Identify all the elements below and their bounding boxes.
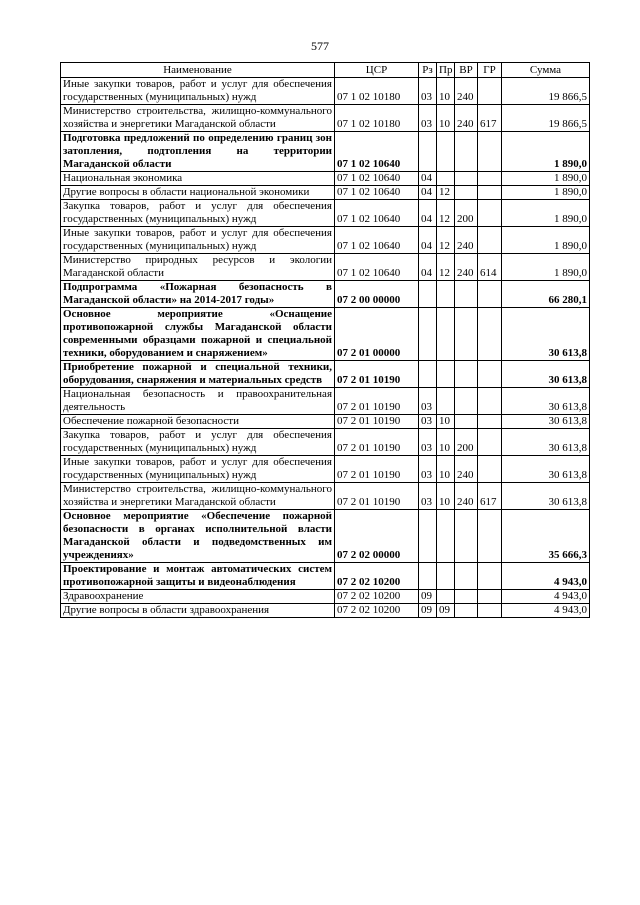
cell-csr: 07 2 00 00000 — [335, 281, 419, 308]
cell-csr: 07 2 02 10200 — [335, 604, 419, 618]
cell-vr: 240 — [455, 254, 478, 281]
cell-pr: 12 — [437, 186, 455, 200]
cell-pr — [437, 308, 455, 361]
cell-gr — [478, 132, 502, 172]
cell-rz: 03 — [419, 483, 437, 510]
cell-csr: 07 1 02 10640 — [335, 254, 419, 281]
table-row — [61, 456, 590, 483]
cell-name: Подготовка предложений по определению границ зон затопления, подтопления на территории Магаданской области — [61, 132, 335, 172]
cell-name: Другие вопросы в области национальной экономики — [61, 186, 335, 200]
cell-gr — [478, 415, 502, 429]
cell-name: Другие вопросы в области здравоохранения — [61, 604, 335, 618]
header-sum: Сумма — [502, 63, 590, 78]
cell-csr: 07 2 01 10190 — [335, 388, 419, 415]
cell-pr: 12 — [437, 227, 455, 254]
cell-sum: 1 890,0 — [502, 227, 590, 254]
cell-vr: 240 — [455, 105, 478, 132]
cell-gr — [478, 186, 502, 200]
table-row — [61, 186, 590, 200]
cell-vr — [455, 186, 478, 200]
cell-rz: 03 — [419, 429, 437, 456]
cell-sum: 1 890,0 — [502, 254, 590, 281]
table-row — [61, 105, 590, 132]
table-row — [61, 361, 590, 388]
cell-sum: 35 666,3 — [502, 510, 590, 563]
cell-gr — [478, 78, 502, 105]
cell-name: Министерство природных ресурсов и экологии Магаданской области — [61, 254, 335, 281]
cell-vr — [455, 590, 478, 604]
cell-rz: 04 — [419, 172, 437, 186]
cell-vr — [455, 415, 478, 429]
cell-rz: 03 — [419, 105, 437, 132]
cell-csr: 07 1 02 10640 — [335, 227, 419, 254]
cell-sum: 66 280,1 — [502, 281, 590, 308]
cell-name: Подпрограмма «Пожарная безопасность в Магаданской области» на 2014-2017 годы» — [61, 281, 335, 308]
cell-rz: 09 — [419, 590, 437, 604]
cell-rz: 09 — [419, 604, 437, 618]
cell-gr — [478, 590, 502, 604]
header-rz: Рз — [419, 63, 437, 78]
cell-vr — [455, 388, 478, 415]
cell-gr — [478, 563, 502, 590]
cell-gr — [478, 429, 502, 456]
table-row — [61, 254, 590, 281]
cell-name: Закупка товаров, работ и услуг для обеспечения государственных (муниципальных) нужд — [61, 200, 335, 227]
cell-pr: 10 — [437, 105, 455, 132]
page-number: 577 — [311, 39, 329, 53]
cell-pr: 12 — [437, 254, 455, 281]
cell-pr — [437, 132, 455, 172]
cell-rz: 03 — [419, 388, 437, 415]
cell-gr — [478, 227, 502, 254]
cell-gr — [478, 510, 502, 563]
header-csr: ЦСР — [335, 63, 419, 78]
cell-sum: 30 613,8 — [502, 415, 590, 429]
cell-sum: 19 866,5 — [502, 105, 590, 132]
cell-rz: 04 — [419, 186, 437, 200]
cell-rz: 04 — [419, 254, 437, 281]
cell-csr: 07 2 01 10190 — [335, 456, 419, 483]
cell-vr — [455, 361, 478, 388]
cell-name: Иные закупки товаров, работ и услуг для обеспечения государственных (муниципальных) нужд — [61, 227, 335, 254]
cell-csr: 07 2 02 10200 — [335, 590, 419, 604]
table-row — [61, 415, 590, 429]
cell-vr — [455, 281, 478, 308]
cell-vr — [455, 132, 478, 172]
cell-rz — [419, 361, 437, 388]
table-row — [61, 429, 590, 456]
cell-gr — [478, 388, 502, 415]
cell-name: Иные закупки товаров, работ и услуг для обеспечения государственных (муниципальных) нужд — [61, 456, 335, 483]
cell-rz — [419, 281, 437, 308]
cell-csr: 07 1 02 10640 — [335, 200, 419, 227]
cell-gr — [478, 308, 502, 361]
cell-rz: 03 — [419, 78, 437, 105]
table-header-row — [61, 63, 590, 78]
header-vr: ВР — [455, 63, 478, 78]
cell-rz — [419, 308, 437, 361]
cell-pr — [437, 590, 455, 604]
cell-name: Основное мероприятие «Оснащение противопожарной службы Магаданской области современными образцами пожарной и специальной техники, оборудованием и снаряжением» — [61, 308, 335, 361]
cell-pr: 10 — [437, 78, 455, 105]
cell-csr: 07 2 01 10190 — [335, 429, 419, 456]
table-row — [61, 281, 590, 308]
cell-pr: 10 — [437, 483, 455, 510]
cell-sum: 30 613,8 — [502, 456, 590, 483]
cell-vr: 240 — [455, 483, 478, 510]
cell-name: Здравоохранение — [61, 590, 335, 604]
cell-name: Министерство строительства, жилищно-коммунального хозяйства и энергетики Магаданской области — [61, 105, 335, 132]
cell-sum: 1 890,0 — [502, 200, 590, 227]
cell-csr: 07 1 02 10180 — [335, 78, 419, 105]
cell-csr: 07 2 01 10190 — [335, 415, 419, 429]
cell-name: Иные закупки товаров, работ и услуг для обеспечения государственных (муниципальных) нужд — [61, 78, 335, 105]
header-pr: Пр — [437, 63, 455, 78]
cell-name: Проектирование и монтаж автоматических систем противопожарной защиты и видеонаблюдения — [61, 563, 335, 590]
cell-sum: 30 613,8 — [502, 308, 590, 361]
cell-sum: 1 890,0 — [502, 172, 590, 186]
cell-vr — [455, 172, 478, 186]
cell-name: Национальная экономика — [61, 172, 335, 186]
cell-gr: 617 — [478, 483, 502, 510]
cell-csr: 07 2 01 10190 — [335, 483, 419, 510]
table-row — [61, 510, 590, 563]
cell-vr: 200 — [455, 200, 478, 227]
cell-rz — [419, 563, 437, 590]
table-row — [61, 388, 590, 415]
cell-rz — [419, 132, 437, 172]
cell-vr: 240 — [455, 78, 478, 105]
cell-csr: 07 2 02 00000 — [335, 510, 419, 563]
cell-pr — [437, 563, 455, 590]
table-row — [61, 172, 590, 186]
table-row — [61, 563, 590, 590]
table-row — [61, 227, 590, 254]
cell-csr: 07 1 02 10640 — [335, 186, 419, 200]
cell-pr — [437, 510, 455, 563]
cell-sum: 30 613,8 — [502, 483, 590, 510]
cell-csr: 07 1 02 10180 — [335, 105, 419, 132]
cell-gr — [478, 361, 502, 388]
cell-name: Обеспечение пожарной безопасности — [61, 415, 335, 429]
cell-sum: 30 613,8 — [502, 388, 590, 415]
cell-sum: 1 890,0 — [502, 132, 590, 172]
cell-name: Закупка товаров, работ и услуг для обеспечения государственных (муниципальных) нужд — [61, 429, 335, 456]
cell-name: Министерство строительства, жилищно-коммунального хозяйства и энергетики Магаданской области — [61, 483, 335, 510]
table-row — [61, 200, 590, 227]
cell-vr: 200 — [455, 429, 478, 456]
cell-sum: 30 613,8 — [502, 361, 590, 388]
cell-pr: 12 — [437, 200, 455, 227]
cell-gr — [478, 604, 502, 618]
table-row — [61, 590, 590, 604]
cell-vr — [455, 604, 478, 618]
cell-vr: 240 — [455, 456, 478, 483]
cell-pr — [437, 172, 455, 186]
cell-rz: 03 — [419, 415, 437, 429]
header-name: Наименование — [61, 63, 335, 78]
cell-name: Основное мероприятие «Обеспечение пожарной безопасности в органах исполнительной власти Магаданской области и подведомственных им учреждениях» — [61, 510, 335, 563]
table-row — [61, 604, 590, 618]
cell-csr: 07 2 01 00000 — [335, 308, 419, 361]
cell-name: Национальная безопасность и правоохранительная деятельность — [61, 388, 335, 415]
cell-vr — [455, 563, 478, 590]
cell-sum: 19 866,5 — [502, 78, 590, 105]
cell-rz — [419, 510, 437, 563]
cell-gr — [478, 281, 502, 308]
cell-pr — [437, 281, 455, 308]
cell-vr: 240 — [455, 227, 478, 254]
cell-gr — [478, 456, 502, 483]
cell-pr: 10 — [437, 429, 455, 456]
cell-name: Приобретение пожарной и специальной техники, оборудования, снаряжения и материальных средств — [61, 361, 335, 388]
cell-gr — [478, 172, 502, 186]
cell-gr: 614 — [478, 254, 502, 281]
cell-csr: 07 2 02 10200 — [335, 563, 419, 590]
cell-sum: 1 890,0 — [502, 186, 590, 200]
header-gr: ГР — [478, 63, 502, 78]
cell-vr — [455, 308, 478, 361]
cell-csr: 07 2 01 10190 — [335, 361, 419, 388]
cell-gr — [478, 200, 502, 227]
cell-sum: 4 943,0 — [502, 604, 590, 618]
cell-pr: 10 — [437, 456, 455, 483]
cell-csr: 07 1 02 10640 — [335, 132, 419, 172]
table-row — [61, 308, 590, 361]
cell-sum: 30 613,8 — [502, 429, 590, 456]
cell-pr: 09 — [437, 604, 455, 618]
budget-table — [60, 62, 590, 618]
table-row — [61, 132, 590, 172]
cell-gr: 617 — [478, 105, 502, 132]
cell-csr: 07 1 02 10640 — [335, 172, 419, 186]
table-row — [61, 483, 590, 510]
cell-rz: 04 — [419, 200, 437, 227]
cell-pr — [437, 388, 455, 415]
cell-sum: 4 943,0 — [502, 563, 590, 590]
cell-sum: 4 943,0 — [502, 590, 590, 604]
cell-rz: 03 — [419, 456, 437, 483]
cell-vr — [455, 510, 478, 563]
cell-pr — [437, 361, 455, 388]
table-row — [61, 78, 590, 105]
cell-rz: 04 — [419, 227, 437, 254]
cell-pr: 10 — [437, 415, 455, 429]
